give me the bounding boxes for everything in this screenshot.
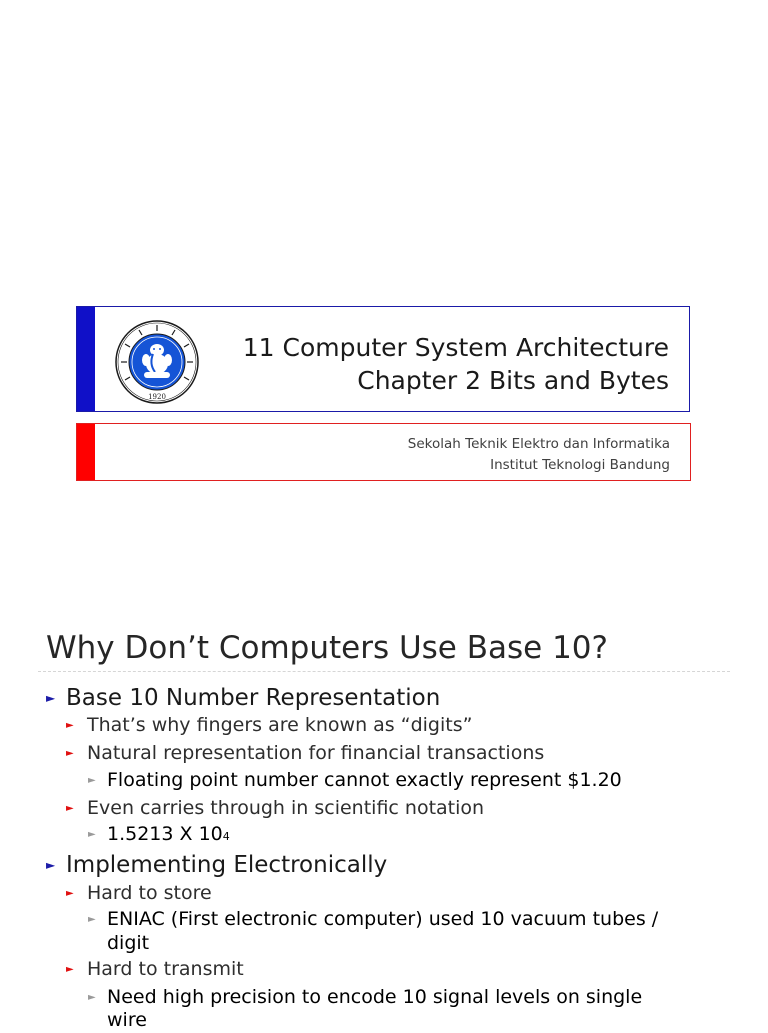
red-triangle-bullet-icon: ► <box>66 748 74 759</box>
bullet-text: digit <box>107 932 150 954</box>
bullet-level2 <box>66 741 545 766</box>
bullet-text: Hard to store <box>87 882 212 904</box>
bullet-text: Even carries through in scientific notation <box>87 797 485 819</box>
bullet-text: wire <box>107 1009 147 1031</box>
bullet-text: Implementing Electronically <box>66 852 388 878</box>
bullet-text: Floating point number cannot exactly represent $1.20 <box>107 769 622 791</box>
blue-triangle-bullet-icon: ► <box>46 691 56 705</box>
bullet-level3 <box>88 907 659 932</box>
gray-triangle-bullet-icon: ► <box>88 914 96 925</box>
bullet-level3 <box>88 985 643 1010</box>
title-box <box>76 306 690 412</box>
gray-triangle-bullet-icon: ► <box>88 775 96 786</box>
bullet-level1 <box>46 684 441 712</box>
bullet-text: ENIAC (First electronic computer) used 10 vacuum tubes / <box>107 908 659 930</box>
bullet-level3 <box>88 768 622 793</box>
gray-triangle-bullet-icon: ► <box>88 992 96 1003</box>
red-triangle-bullet-icon: ► <box>66 720 74 731</box>
subtitle-line-1: Sekolah Teknik Elektro dan Informatika <box>407 436 670 452</box>
red-triangle-bullet-icon: ► <box>66 888 74 899</box>
exponent: 4 <box>222 830 230 843</box>
subtitle-accent-bar <box>77 424 95 480</box>
title-line-2: Chapter 2 Bits and Bytes <box>357 366 669 395</box>
bullet-level3 <box>88 822 230 849</box>
red-triangle-bullet-icon: ► <box>66 803 74 814</box>
red-triangle-bullet-icon: ► <box>66 964 74 975</box>
heading-divider <box>38 671 730 672</box>
bullet-text: 1.5213 X 10 <box>107 823 223 845</box>
itb-logo-icon <box>115 320 199 404</box>
bullet-text: That’s why fingers are known as “digits” <box>87 714 473 736</box>
subtitle-line-2: Institut Teknologi Bandung <box>490 457 670 473</box>
bullet-text: Need high precision to encode 10 signal levels on single <box>107 986 643 1008</box>
subtitle-box <box>76 423 691 481</box>
bullet-level2 <box>66 713 473 738</box>
title-accent-bar <box>77 307 95 411</box>
bullet-text: Natural representation for financial transactions <box>87 742 545 764</box>
slide-heading: Why Don’t Computers Use Base 10? <box>46 630 608 666</box>
gray-triangle-bullet-icon: ► <box>88 829 96 840</box>
bullet-level1 <box>46 851 388 879</box>
bullet-continuation <box>107 931 149 956</box>
bullet-text: Base 10 Number Representation <box>66 685 441 711</box>
slide-title <box>243 331 669 397</box>
logo-year: 1920 <box>148 393 166 401</box>
slide-subtitle <box>408 434 670 476</box>
title-line-1: 11 Computer System Architecture <box>242 333 669 362</box>
bullet-continuation <box>107 1008 147 1033</box>
bullet-level2 <box>66 881 212 906</box>
bullet-text: Hard to transmit <box>87 958 244 980</box>
blue-triangle-bullet-icon: ► <box>46 858 56 872</box>
bullet-level2 <box>66 796 485 821</box>
bullet-level2 <box>66 957 244 982</box>
